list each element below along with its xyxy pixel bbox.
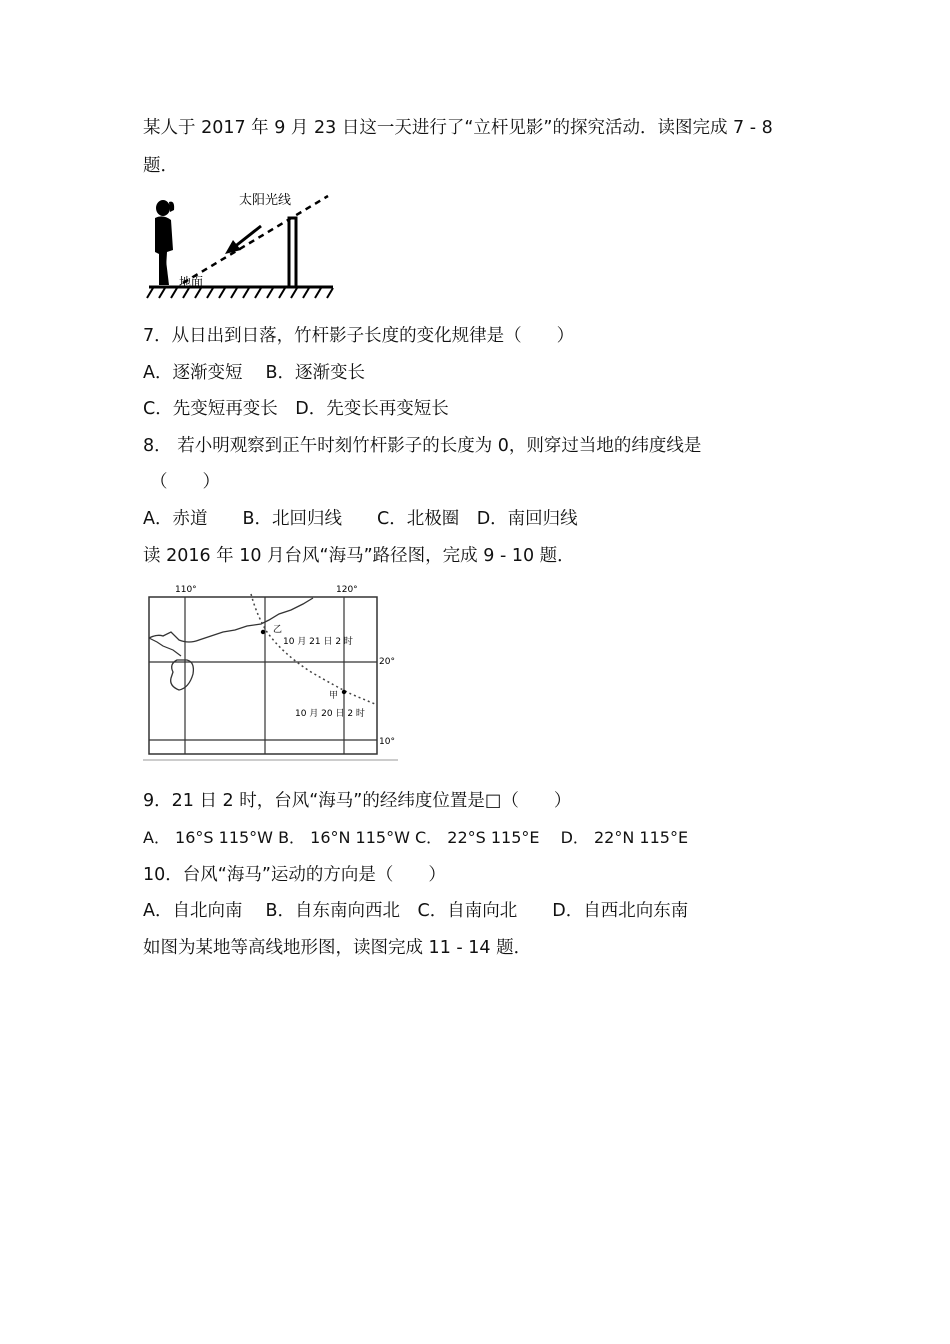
- pole-shadow-figure: [143, 188, 338, 303]
- point-jia-label: 甲: [329, 691, 339, 701]
- question-8-options: A．赤道 B．北回归线 C．北极圈 D．南回归线: [143, 509, 578, 529]
- lon-120-label: 120°: [336, 585, 358, 595]
- point-yi-label: 乙: [273, 625, 283, 635]
- point-jia: [342, 690, 346, 694]
- question-7-options-1: A．逐渐变短 B．逐渐变长: [143, 363, 366, 383]
- question-8-stem-1: 8． 若小明观察到正午时刻竹杆影子的长度为 0，则穿过当地的纬度线是: [143, 436, 702, 456]
- pole-icon: [289, 218, 296, 287]
- date-jia-label: 10 月 20 日 2 时: [295, 709, 365, 719]
- pole-shadow-drawing: [143, 188, 338, 303]
- question-9-stem: 9．21 日 2 时，台风“海马”的经纬度位置是□（ ）: [143, 791, 572, 811]
- question-7-stem: 7．从日出到日落，竹杆影子长度的变化规律是（ ）: [143, 326, 575, 346]
- question-7-options-2: C．先变短再变长 D．先变长再变短长: [143, 399, 449, 419]
- intro-line-3: 读 2016 年 10 月台风“海马”路径图，完成 9 - 10 题．: [143, 546, 575, 566]
- lat-20-label: 20°: [379, 657, 395, 667]
- hainan-island: [171, 660, 194, 690]
- point-yi: [261, 630, 265, 634]
- question-10-options: A．自北向南 B．自东南向西北 C．自南向北 D．自西北向东南: [143, 901, 689, 921]
- question-10-stem: 10．台风“海马”运动的方向是（ ）: [143, 865, 446, 885]
- ground-label: 地面: [179, 275, 204, 289]
- lat-10-label: 10°: [379, 737, 395, 747]
- intro-line-2: 题．: [143, 156, 178, 176]
- sun-ray-label: 太阳光线: [239, 193, 292, 208]
- date-yi-label: 10 月 21 日 2 时: [283, 637, 353, 647]
- question-8-stem-2: （ ）: [150, 472, 220, 492]
- lon-110-label: 110°: [175, 585, 197, 595]
- typhoon-map: [143, 580, 398, 762]
- question-9-options: A． 16°S 115°W B． 16°N 115°W C． 22°S 115°E D． 22°N 115°E: [143, 828, 689, 847]
- intro-line-1: 某人于 2017 年 9 月 23 日这一天进行了“立杆见影”的探究活动．读图完成 7 - 8: [143, 118, 773, 138]
- arrow-icon: [233, 226, 261, 248]
- intro-line-4: 如图为某地等高线地形图，读图完成 11 - 14 题．: [143, 938, 532, 958]
- typhoon-map-drawing: [143, 580, 398, 762]
- person-icon: [155, 200, 174, 285]
- typhoon-track: [251, 594, 375, 704]
